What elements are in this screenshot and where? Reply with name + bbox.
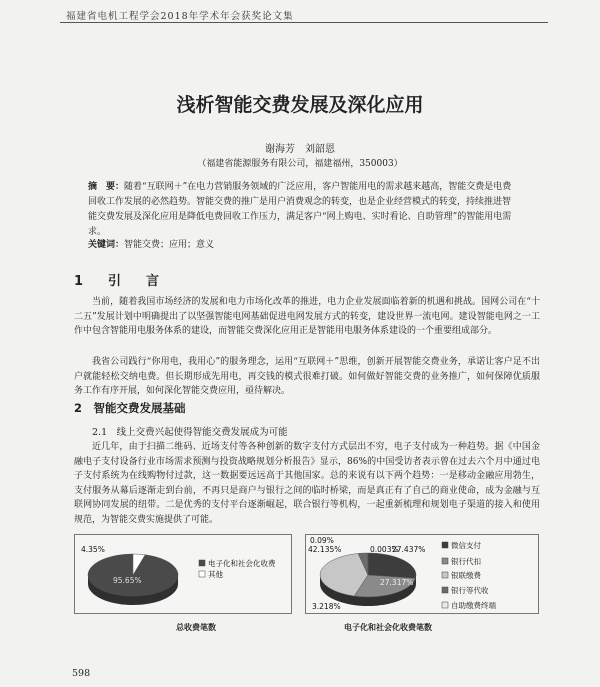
legend-label: 银行等代收 [451, 586, 489, 595]
authors: 谢海芳 刘韶恩 [265, 144, 335, 155]
legend-label: 电子化和社会化收费 [208, 559, 276, 568]
pie-slice-label: 4.35% [81, 545, 105, 554]
affiliation: （福建省能源服务有限公司，福建福州，350003） [197, 159, 403, 169]
legend-swatch [442, 587, 448, 593]
pie-chart-electronic-svg [306, 535, 538, 613]
running-header: 福建省电机工程学会2018年学术年会获奖论文集 [66, 11, 294, 22]
header-rule [60, 22, 548, 23]
subsection-2-1-paragraph: 近几年，由于扫描二维码、近场支付等各种创新的数字支付方式层出不穷，电子支付成为一种趋势。据《中国金融电子支付设备行业市场需求预测与投资战略规划分析报告》显示，86%的中国受访者表示曾在过去六个月中通过电子支付系统为在线购物付过款，这一数据要远远高于其他国家。总的来说有以下两个趋势：一是移动金融应用勃生，支付服务从幕后逐渐走到台前，不再只是商户与银行之间的临时桥梁，而是真正有了自己的商业使命，成为金融与互联网协同发展的纽带。二是优秀的支付平台逐渐崛起，联合银行等机构，一起重新梳理和规划电子渠道的接入和使用规范，为智能交费实施提供了可能。 [74, 442, 540, 525]
legend-label: 微信支付 [451, 541, 481, 550]
section-1-paragraph-1: 当前，随着我国市场经济的发展和电力市场化改革的推进，电力企业发展面临着新的机遇和挑战。国网公司在“十二五”发展计划中明确提出了以坚强智能电网基础促进电网发展方式的转变，建设世界一流电网。建设智能电网之一工作中包含智能用电服务体系的建设，而智能交费深化应用正是智能用电服务体系建设的一个重要组成部分。 [74, 297, 540, 336]
legend-label: 自助缴费终端 [451, 601, 496, 610]
pie-slice [368, 553, 416, 578]
keywords [88, 237, 214, 250]
abstract-text: 随着“互联网＋”在电力营销服务领域的广泛应用，客户智能用电的需求越来越高，智能交费是电费回收工作发展的必然趋势。智能交费的推广是用户消费观念的转变，也是企业经营模式的转变，持续推进智能交费发展及深化应用是降低电费回收工作压力，满足客户“网上购电、实时看论、自助管理”的智能用电需求。 [88, 182, 512, 237]
pie-chart-electronic [305, 534, 539, 614]
legend-swatch [442, 542, 448, 548]
legend-label: 银联缴费 [451, 571, 481, 580]
pie-slice-label: 27.437% [392, 545, 426, 554]
legend-swatch [442, 602, 448, 608]
legend-swatch [442, 572, 448, 578]
pie-slice-label: 42.135% [308, 545, 342, 554]
subsection-2-1-heading: 2.1 线上交费兴起使得智能交费发展成为可能 [92, 427, 288, 438]
pie-slice-label: 27.317% [380, 578, 414, 587]
legend-label: 其他 [208, 570, 223, 579]
legend-label: 银行代扣 [451, 557, 481, 566]
section-1-heading: 1 引 言 [74, 274, 166, 289]
pie-chart-total-svg [75, 535, 291, 613]
section-2-heading: 2 智能交费发展基础 [74, 401, 186, 415]
chart-2-caption: 电子化和社会化收费笔数 [344, 623, 432, 632]
paper-title: 浅析智能交费发展及深化应用 [176, 94, 424, 116]
abstract-label: 摘 要： [88, 182, 125, 192]
keywords-text: 智能交费；应用；意义 [124, 240, 215, 250]
pie-slice-label: 0.003% [370, 545, 399, 554]
page-number: 598 [72, 668, 91, 679]
pie-chart-total [74, 534, 292, 614]
section-1-paragraph-2: 我省公司践行“你用电，我用心”的服务理念，运用“互联网＋”思维，创新开展智能交费业务，承诺让客户足不出户就能轻松交纳电费。但长期形成先用电，再交钱的模式很难打破。如何做好智能交费的业务推广，如何保障优质服务工作有序开展，如何深化智能交费应用，亟待解决。 [74, 357, 540, 396]
legend-swatch [442, 558, 448, 564]
legend-swatch [199, 560, 205, 566]
keywords-label: 关键词： [88, 240, 125, 250]
abstract [88, 180, 513, 240]
chart-1-caption: 总收费笔数 [176, 623, 216, 632]
legend-swatch [199, 571, 205, 577]
pie-slice-label: 95.65% [113, 576, 142, 585]
pie-slice-label: 3.218% [312, 602, 341, 611]
pie-slice-label: 0.09% [310, 536, 334, 545]
